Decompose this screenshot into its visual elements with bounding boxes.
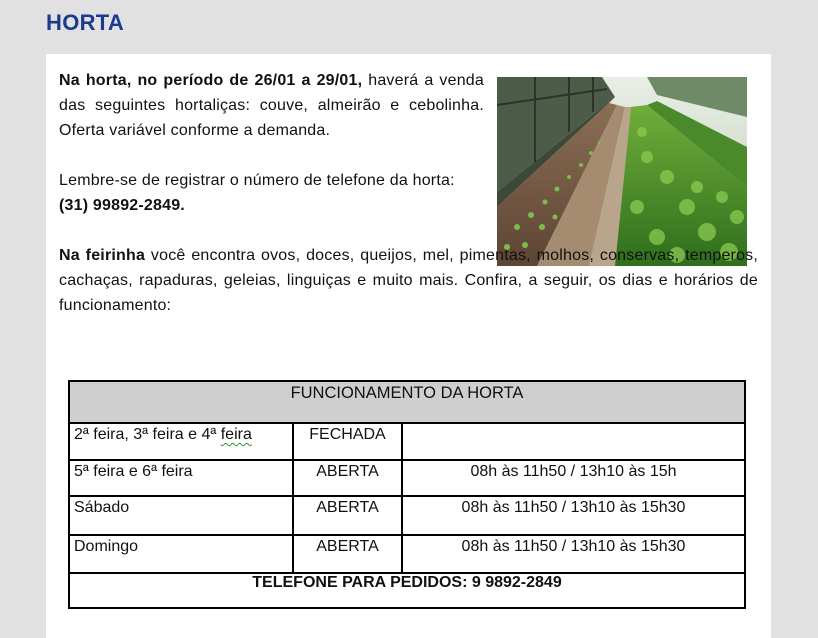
phone-number: (31) 99892-2849. (59, 197, 185, 214)
hours-cell: 08h às 11h50 / 13h10 às 15h30 (402, 535, 745, 573)
article-text (59, 68, 759, 343)
status-cell: ABERTA (293, 460, 402, 496)
feirinha-lead-bold: Na feirinha (59, 247, 146, 264)
phone-paragraph (59, 168, 484, 218)
table-row (69, 496, 745, 535)
hours-cell: 08h às 11h50 / 13h10 às 15h (402, 460, 745, 496)
content-card (46, 54, 771, 638)
days-cell (69, 423, 293, 460)
page-title: HORTA (46, 10, 125, 35)
feirinha-paragraph (59, 243, 758, 318)
status-cell: ABERTA (293, 496, 402, 535)
days-cell: 5ª feira e 6ª feira (69, 460, 293, 496)
intro-text: haverá a venda das seguintes hortaliças: couve, almeirão e cebolinha. Oferta variável conforme a demanda. (59, 72, 484, 139)
hours-cell: 08h às 11h50 / 13h10 às 15h30 (402, 496, 745, 535)
phone-note-text: Lembre-se de registrar o número de telefone da horta: (59, 172, 455, 189)
table-footer-phone: TELEFONE PARA PEDIDOS: 9 9892-2849 (69, 573, 745, 608)
days-cell: Domingo (69, 535, 293, 573)
status-cell: FECHADA (293, 423, 402, 460)
schedule-table (68, 380, 746, 609)
intro-paragraph (59, 68, 484, 143)
hours-cell (402, 423, 745, 460)
table-header: FUNCIONAMENTO DA HORTA (69, 381, 745, 423)
days-text: 2ª feira, 3ª feira e 4ª (74, 426, 221, 443)
table-row (69, 460, 745, 496)
table-row (69, 535, 745, 573)
feirinha-text: você encontra ovos, doces, queijos, mel, pimentas, molhos, conservas, temperos, cachaças, rapaduras, geleias, linguiças e muito mais. Confira, a seguir, os dias e horários de funcionamento: (59, 247, 759, 314)
intro-lead-bold: Na horta, no período de 26/01 a 29/01, (59, 72, 363, 89)
days-cell: Sábado (69, 496, 293, 535)
table-row (69, 423, 745, 460)
status-cell: ABERTA (293, 535, 402, 573)
spellcheck-flagged-word: feira (220, 426, 252, 443)
